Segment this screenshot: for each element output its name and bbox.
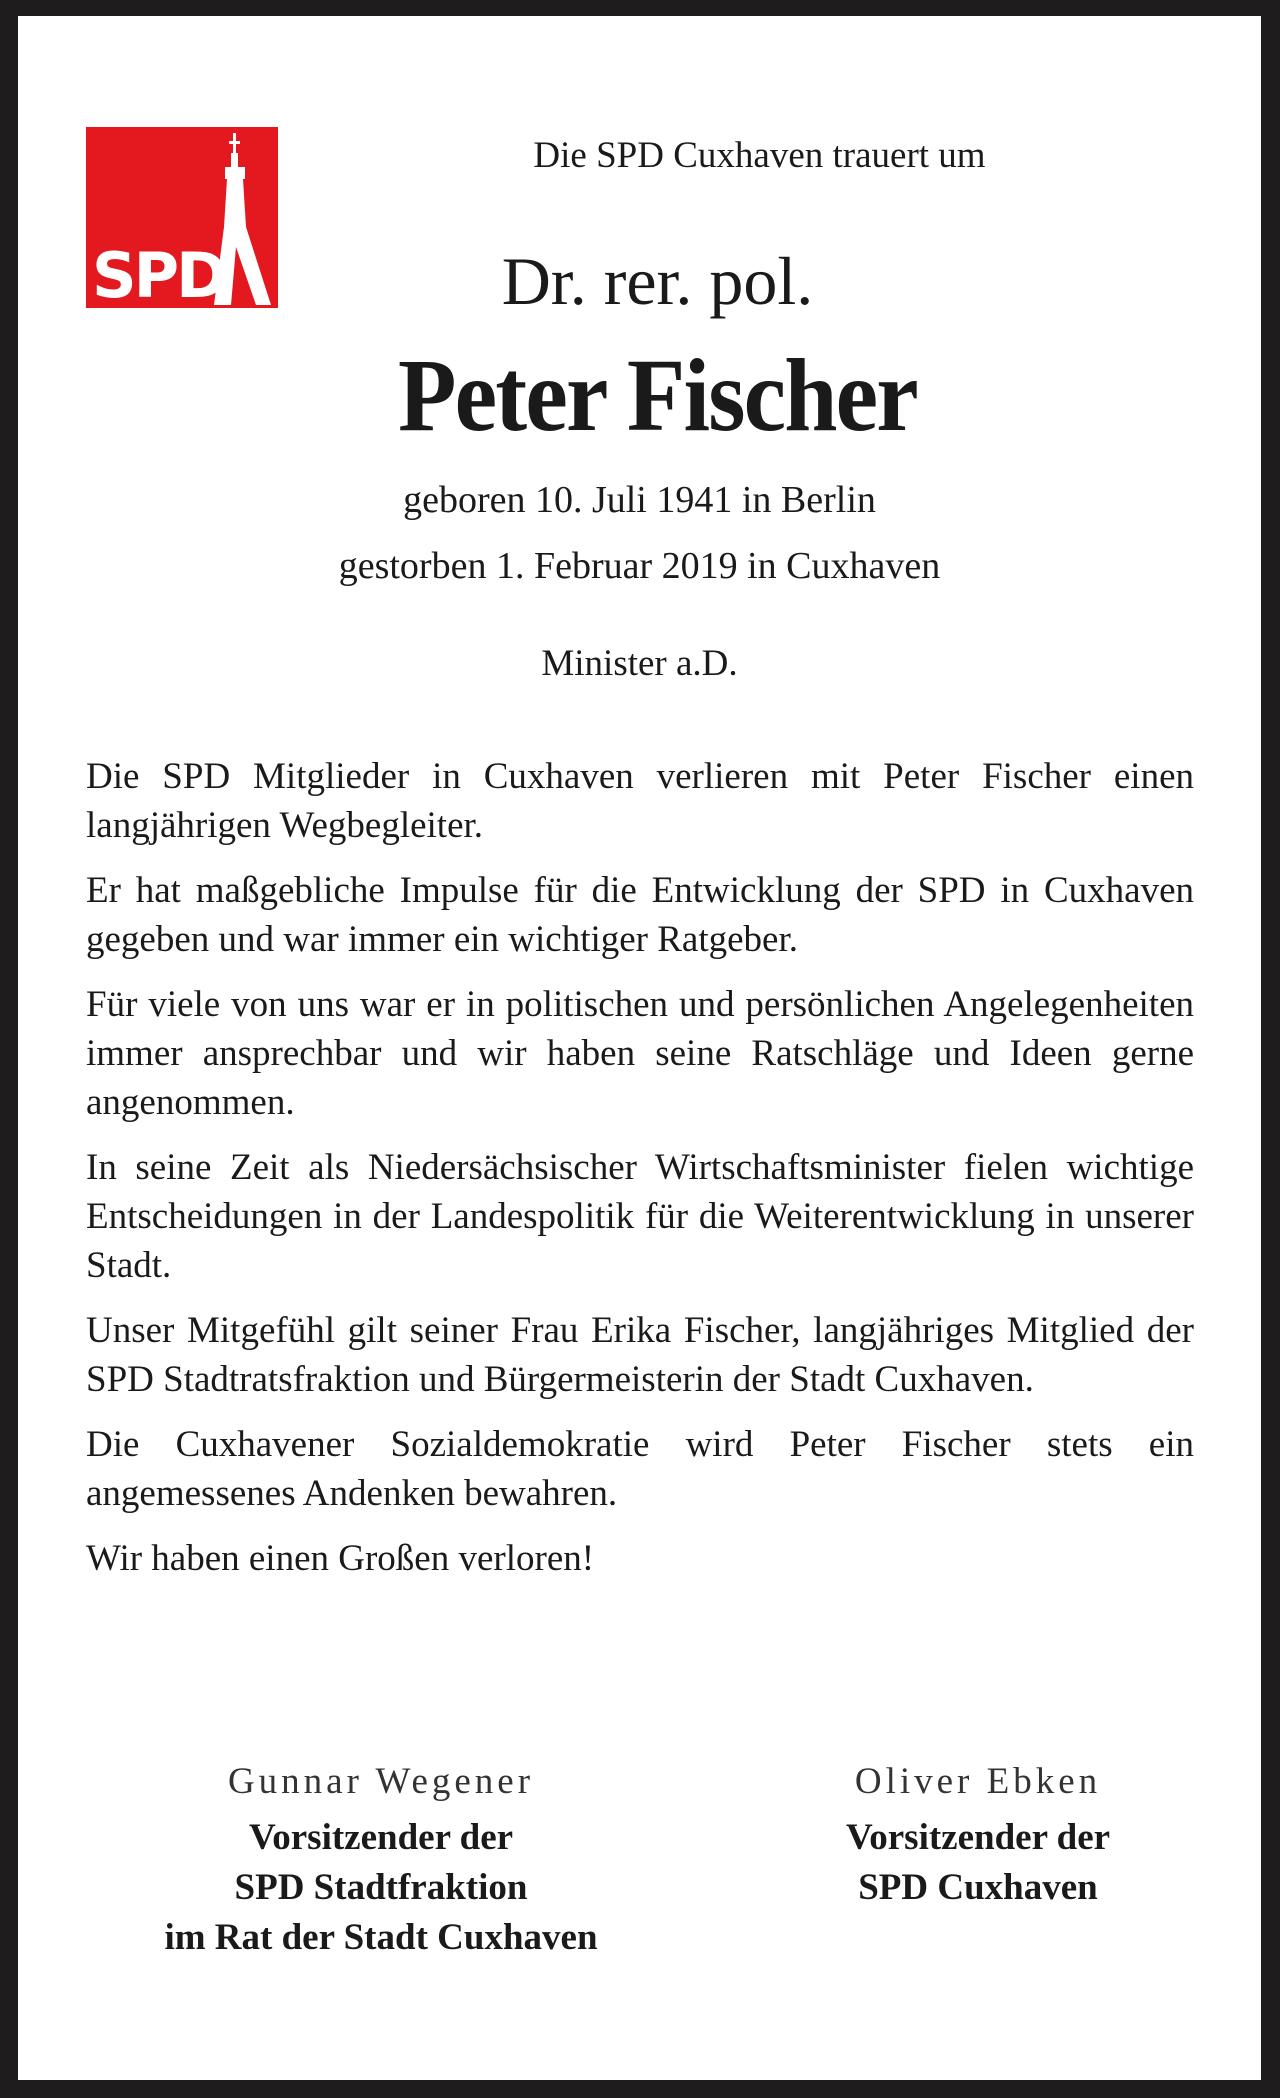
signatory-title: SPD Cuxhaven (858, 1867, 1098, 1908)
academic-title: Dr. rer. pol. (501, 243, 814, 319)
paragraph: Er hat maßgebliche Impulse für die Entwicklung der SPD in Cuxhaven gegeben und war immer ein wichtiger Ratgeber. (86, 870, 1194, 960)
paragraph: In seine Zeit als Niedersächsischer Wirtschaftsminister fielen wichtige Entscheidungen in der Landespolitik für die Weiterentwicklung in unserer Stadt. (86, 1147, 1194, 1286)
signature-left (101, 1760, 661, 1963)
role-line: Minister a.D. (541, 643, 738, 684)
paragraph: Für viele von uns war er in politischen und persönlichen Angelegenheiten immer ansprechbar und wir haben seine Ratschläge und Ideen gerne angenommen. (86, 984, 1194, 1123)
paragraph: Wir haben einen Großen verloren! (86, 1538, 595, 1579)
intro-line: Die SPD Cuxhaven trauert um (533, 135, 986, 176)
signatory-title: Vorsitzender der (248, 1817, 514, 1858)
signature-right (698, 1760, 1258, 1913)
signatory-title: Vorsitzender der (845, 1817, 1111, 1858)
obituary-notice (18, 16, 1261, 2080)
paragraph: Die SPD Mitglieder in Cuxhaven verlieren mit Peter Fischer einen langjährigen Wegbegleiter. (86, 756, 1194, 846)
signatory-name: Gunnar Wegener (227, 1761, 535, 1802)
death-line: gestorben 1. Februar 2019 in Cuxhaven (338, 545, 941, 587)
birth-line: geboren 10. Juli 1941 in Berlin (403, 479, 876, 521)
signatory-name: Oliver Ebken (854, 1761, 1102, 1802)
paragraph: Unser Mitgefühl gilt seiner Frau Erika Fischer, langjähriges Mitglied der SPD Stadtratsfraktion und Bürgermeisterin der Stadt Cuxhaven. (86, 1310, 1194, 1400)
paragraph: Die Cuxhavener Sozialdemokratie wird Peter Fischer stets ein angemessenes Andenken bewahren. (86, 1424, 1194, 1514)
deceased-name: Peter Fischer (398, 338, 917, 453)
signatory-title: SPD Stadtfraktion (234, 1867, 528, 1908)
obituary-text (86, 752, 1194, 1599)
signatory-title: im Rat der Stadt Cuxhaven (164, 1917, 598, 1958)
svg-text:SPD: SPD (92, 239, 225, 308)
